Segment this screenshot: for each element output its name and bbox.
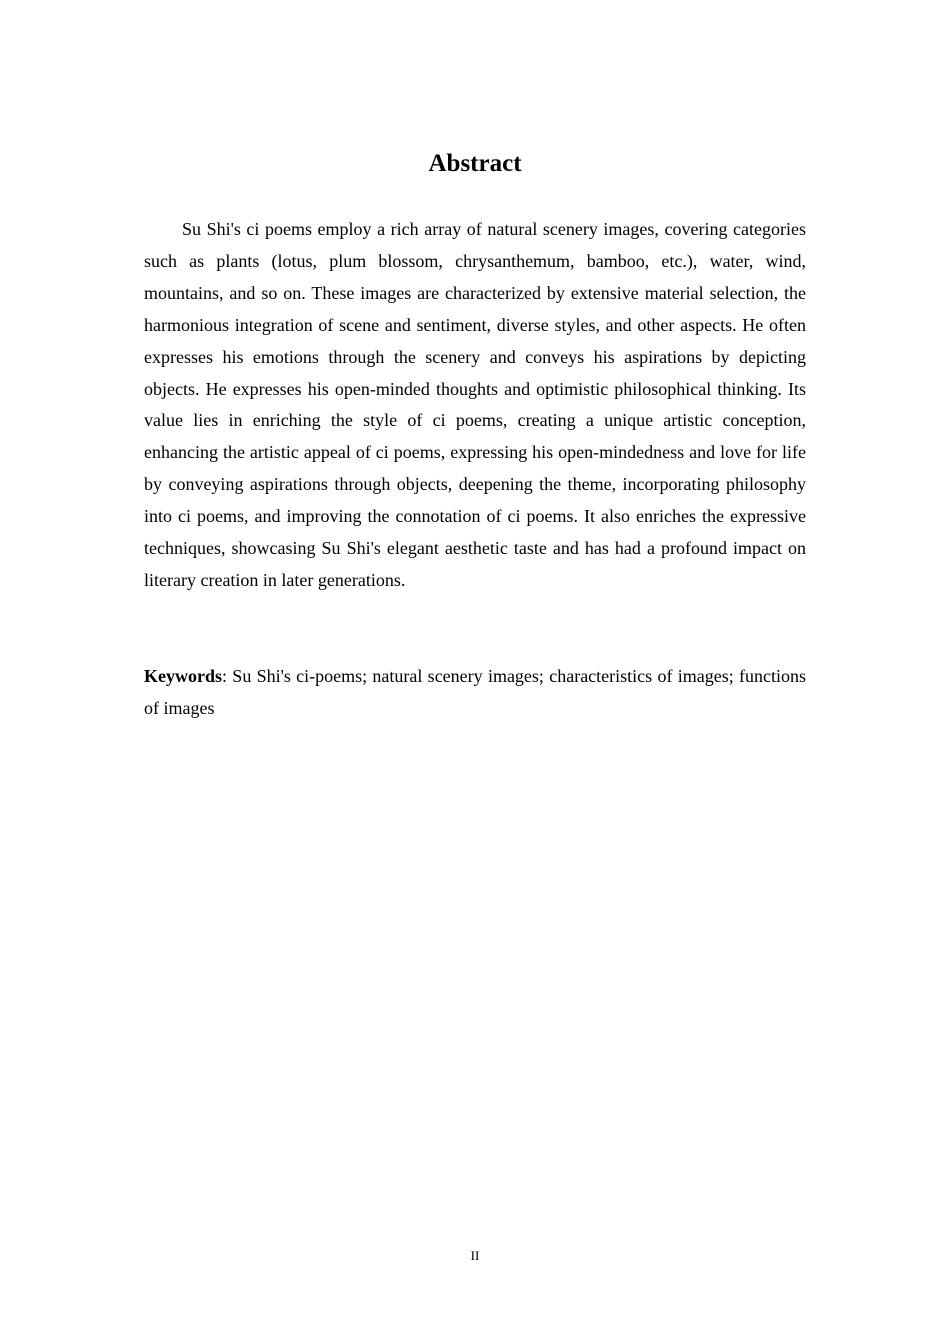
abstract-title: Abstract — [428, 150, 522, 177]
keywords-line — [144, 661, 806, 725]
keywords-text: Su Shi's ci-poems; natural scenery images; characteristics of images; functions of images — [144, 666, 806, 718]
abstract-paragraph: Su Shi's ci poems employ a rich array of natural scenery images, covering categories such as plants (lotus, plum blossom, chrysanthemum, bamboo, etc.), water, wind, mountains, and so on. These images are characterized by extensive material selection, the harmonious integration of scene and sentiment, diverse styles, and other aspects. He often expresses his emotions through the scenery and conveys his aspirations by depicting objects. He expresses his open-minded thoughts and optimistic philosophical thinking. Its value lies in enriching the style of ci poems, creating a unique artistic conception, enhancing the artistic appeal of ci poems, expressing his open-mindedness and love for life by conveying aspirations through objects, deepening the theme, incorporating philosophy into ci poems, and improving the connotation of ci poems. It also enriches the expressive techniques, showcasing Su Shi's elegant aesthetic taste and has had a profound impact on literary creation in later generations. — [144, 219, 806, 590]
keywords-label: Keywords — [144, 666, 222, 686]
keywords-separator: : — [222, 666, 228, 686]
page-number: II — [470, 1248, 480, 1263]
